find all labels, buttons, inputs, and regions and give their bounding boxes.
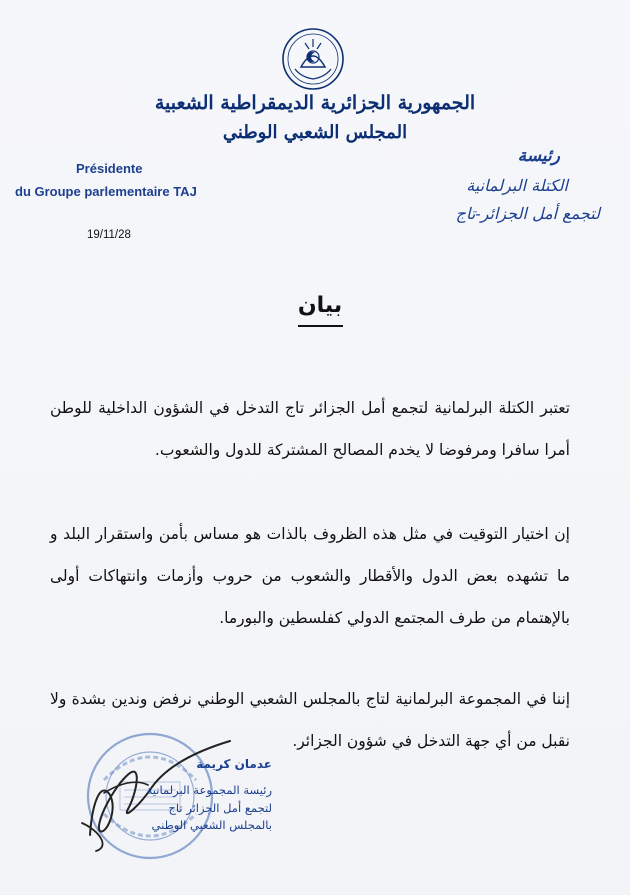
document-date: 19/11/28 <box>87 229 131 241</box>
group-name-fr: du Groupe parlementaire TAJ <box>15 184 197 199</box>
group-name-ar-line1: الكتلة البرلمانية <box>466 176 568 195</box>
national-emblem-icon <box>281 27 345 91</box>
assembly-heading: المجلس الشعبي الوطني <box>222 122 408 143</box>
group-name-ar-line2: لتجمع أمل الجزائر-تاج <box>455 204 600 223</box>
statement-title-underline <box>298 325 343 327</box>
president-title-ar: رئيسة <box>517 146 560 166</box>
signatory-title-line2: لتجمع أمل الجزائر تاج <box>168 801 272 815</box>
statement-paragraph-2: إن اختيار التوقيت في مثل هذه الظروف بالذات هو مساس بأمن واستقرار البلد و ما تشهده بعض الدول والأقطار والشعوب من حروب وأزمات وانتهاكات أولى بالإهتمام من طرف المجتمع الدولي كفلسطين والبورما. <box>50 525 570 627</box>
president-title-fr: Présidente <box>76 161 143 176</box>
statement-paragraph-3: إننا في المجموعة البرلمانية لتاج بالمجلس الشعبي الوطني نرفض وندين بشدة ولا نقبل من أي جهة التدخل في شؤون الجزائر. <box>50 690 570 750</box>
statement-paragraph-1: تعتبر الكتلة البرلمانية لتجمع أمل الجزائر تاج التدخل في الشؤون الداخلية للوطن أمرا سافرا ومرفوضا لا يخدم المصالح المشتركة للدول والشعوب. <box>50 399 570 459</box>
republic-heading: الجمهورية الجزائرية الديمقراطية الشعبية <box>154 92 476 114</box>
signatory-name: عدمان كريمة <box>196 757 272 771</box>
statement-title: بيان <box>297 293 343 318</box>
signatory-title-line3: بالمجلس الشعبي الوطني <box>151 818 272 832</box>
signatory-title-line1: رئيسة المجموعة البرلمانية <box>146 783 272 797</box>
